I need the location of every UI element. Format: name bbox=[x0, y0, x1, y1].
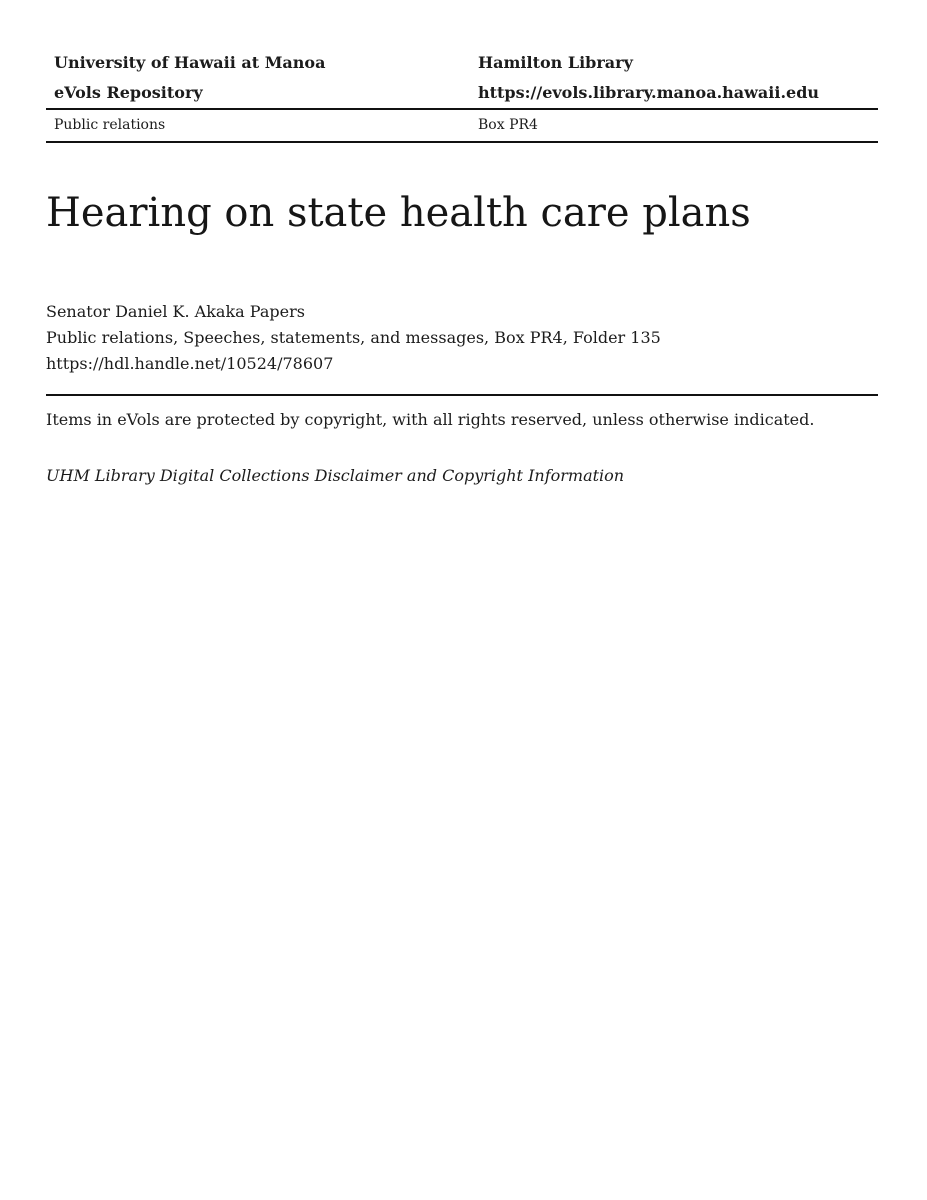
page-content bbox=[46, 0, 878, 489]
institution-name: University of Hawaii at Manoa bbox=[54, 53, 326, 72]
repository-url-link[interactable]: https://evols.library.manoa.hawaii.edu bbox=[478, 83, 820, 102]
header-row-3 bbox=[46, 110, 878, 141]
copyright-notice: Items in eVols are protected by copyright, with all rights reserved, unless otherwise indicated. bbox=[46, 410, 815, 429]
header-row-2 bbox=[46, 78, 878, 108]
box-label: Box PR4 bbox=[478, 117, 538, 133]
disclaimer-copyright-link[interactable]: UHM Library Digital Collections Disclaimer and Copyright Information bbox=[46, 466, 625, 485]
header-divider-bottom bbox=[46, 141, 878, 143]
header-row-1 bbox=[46, 48, 878, 78]
handle-url-link[interactable]: https://hdl.handle.net/10524/78607 bbox=[46, 354, 334, 373]
repository-header bbox=[46, 48, 878, 143]
library-name: Hamilton Library bbox=[478, 53, 633, 72]
document-title: Hearing on state health care plans bbox=[46, 190, 751, 236]
source-citation: Public relations, Speeches, statements, and messages, Box PR4, Folder 135 bbox=[46, 328, 661, 347]
citation-block bbox=[46, 299, 878, 377]
repository-name: eVols Repository bbox=[54, 83, 203, 102]
collection-label: Public relations bbox=[54, 117, 166, 133]
collection-title: Senator Daniel K. Akaka Papers bbox=[46, 302, 305, 321]
footer-divider bbox=[46, 394, 878, 396]
